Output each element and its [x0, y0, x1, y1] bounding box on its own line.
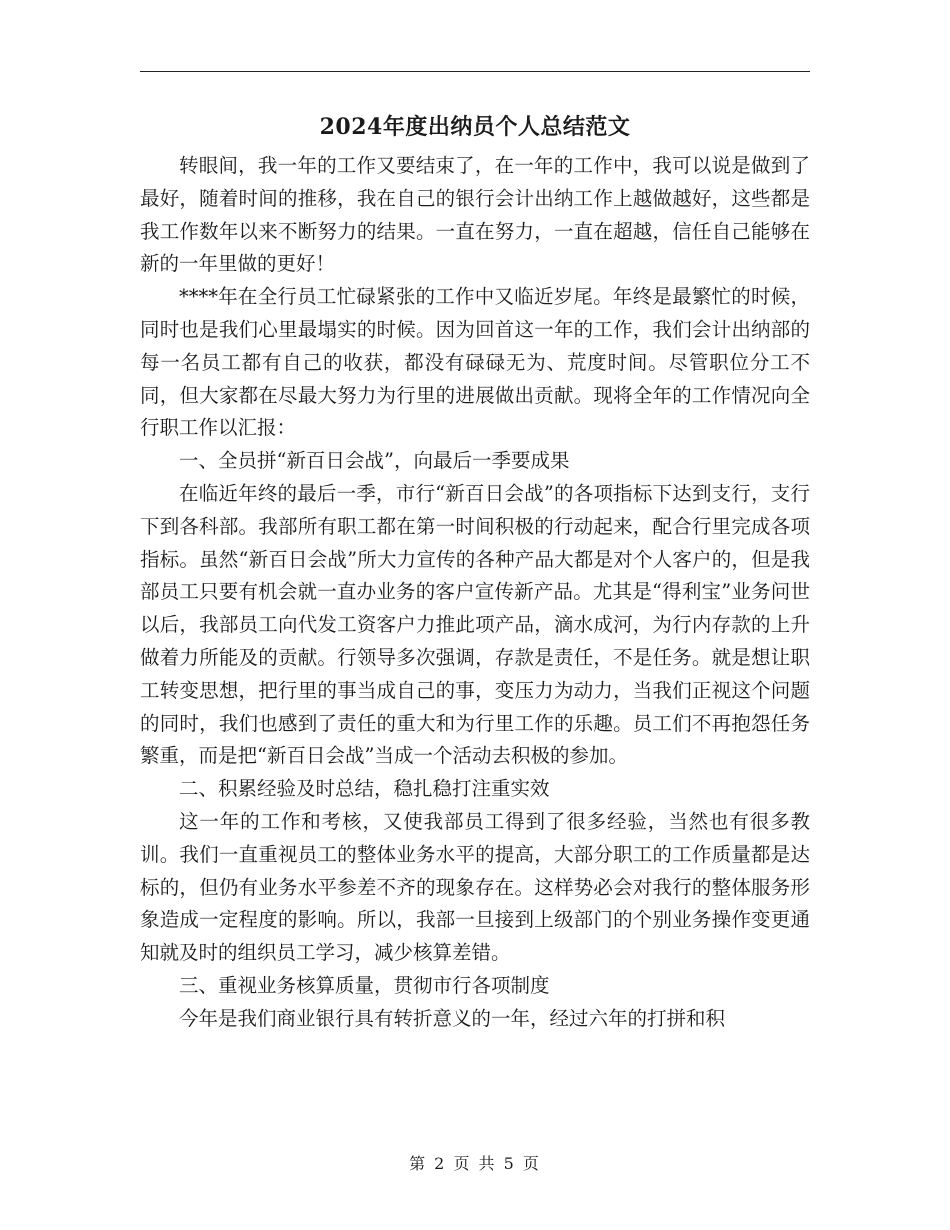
paragraph-section-2: 这一年的工作和考核，又使我部员工得到了很多经验，当然也有很多教训。我们一直重视员工的整体业务水平的提高，大部分职工的工作质量都是达标的，但仍有业务水平参差不齐的现象存在。这样势必会对我行的整体服务形象造成一定程度的影响。所以，我部一旦接到上级部门的个别业务操作变更通知就及时的组织员工学习，减少核算差错。: [140, 809, 810, 965]
paragraph-overview: ****年在全行员工忙碌紧张的工作中又临近岁尾。年终是最繁忙的时候，同时也是我们心里最塌实的时候。因为回首这一年的工作，我们会计出纳部的每一名员工都有自己的收获，都没有碌碌无为、荒度时间。尽管职位分工不同，但大家都在尽最大努力为行里的进展做出贡献。现将全年的工作情况向全行职工作以汇报：: [140, 285, 810, 440]
paragraph-section-1: 在临近年终的最后一季，市行“新百日会战”的各项指标下达到支行，支行下到各科部。我部所有职工都在第一时间积极的行动起来，配合行里完成各项指标。虽然“新百日会战”所大力宣传的各种产品大都是对个人客户的，但是我部员工只要有机会就一直办业务的客户宣传新产品。尤其是“得利宝”业务问世以后，我部员工向代发工资客户力推此项产品，滴水成河，为行内存款的上升做着力所能及的贡献。行领导多次强调，存款是责任，不是任务。就是想让职工转变思想，把行里的事当成自己的事，变压力为动力，当我们正视这个问题的同时，我们也感到了责任的重大和为行里工作的乐趣。员工们不再抱怨任务繁重，而是把“新百日会战”当成一个活动去积极的参加。: [140, 481, 810, 768]
paragraph-section-3: 今年是我们商业银行具有转折意义的一年，经过六年的打拼和积: [179, 1006, 726, 1030]
page-number-footer: 第 2 页 共 5 页: [409, 1154, 541, 1173]
document-body: [140, 150, 810, 1036]
header-rule: [140, 71, 810, 72]
section-heading-2: 二、积累经验及时总结，稳扎稳打注重实效: [179, 777, 550, 801]
section-heading-3: 三、重视业务核算质量，贯彻市行各项制度: [179, 973, 550, 997]
paragraph-intro: 转眼间，我一年的工作又要结束了，在一年的工作中，我可以说是做到了最好，随着时间的推移，我在自己的银行会计出纳工作上越做越好，这些都是我工作数年以来不断努力的结果。一直在努力，一直在超越，信任自己能够在新的一年里做的更好！: [140, 154, 810, 276]
document-title: 2024年度出纳员个人总结范文: [319, 114, 631, 140]
section-heading-1: 一、全员拼“新百日会战”，向最后一季要成果: [179, 449, 570, 473]
